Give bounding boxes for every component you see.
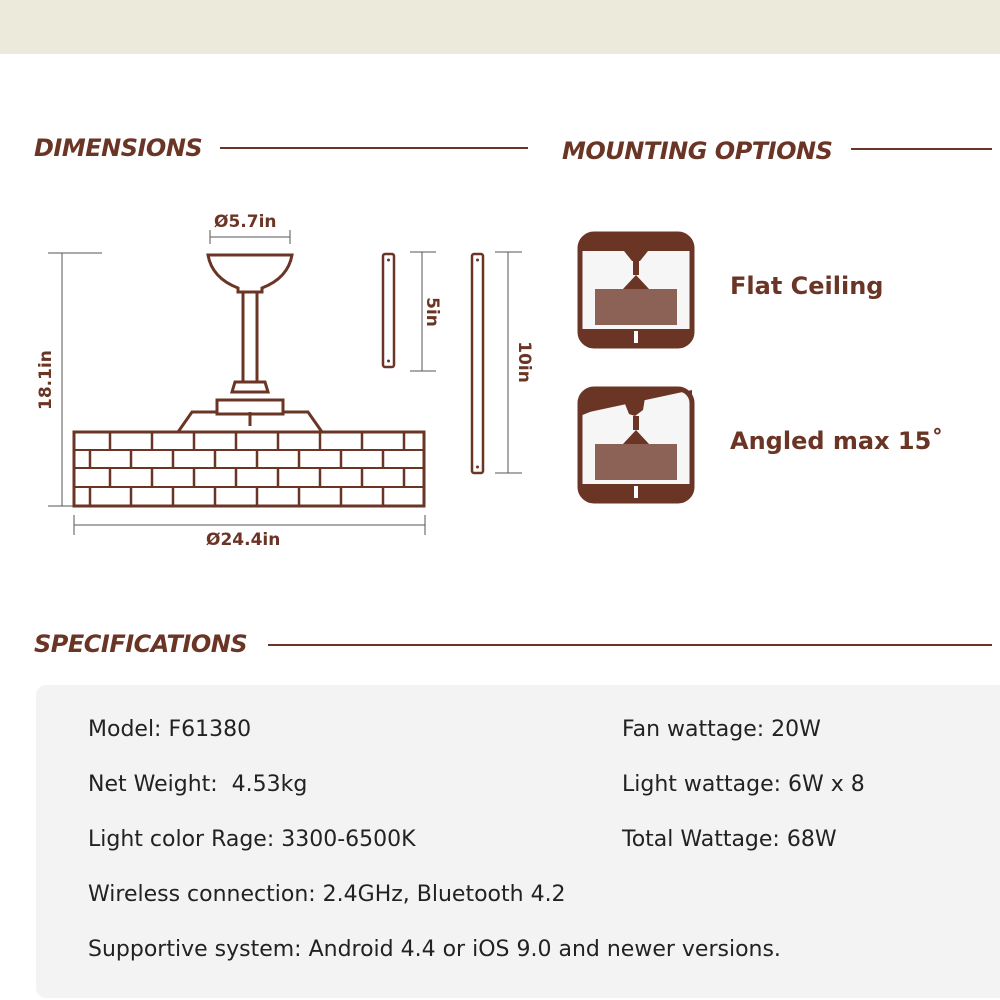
mounting-rule — [851, 148, 992, 150]
spec-net-weight: Net Weight: 4.53kg — [88, 772, 308, 797]
spec-fan-wattage: Fan wattage: 20W — [622, 717, 821, 742]
dimensions-title: DIMENSIONS — [34, 134, 203, 162]
spec-system: Supportive system: Android 4.4 or iOS 9.0 and newer versions. — [88, 937, 781, 962]
height-label: 18.1in — [36, 350, 56, 410]
angled-ceiling-label: Angled max 15˚ — [730, 427, 944, 455]
spec-wireless: Wireless connection: 2.4GHz, Bluetooth 4.2 — [88, 882, 566, 907]
fan-diameter-label: Ø24.4in — [206, 530, 281, 550]
flat-ceiling-mount-icon — [577, 231, 695, 349]
specifications-rule — [268, 644, 992, 646]
canopy-diameter-label: Ø5.7in — [214, 212, 277, 232]
spec-light-color: Light color Rage: 3300-6500K — [88, 827, 416, 852]
specifications-title: SPECIFICATIONS — [34, 630, 248, 658]
spec-total-wattage: Total Wattage: 68W — [622, 827, 837, 852]
mounting-title: MOUNTING OPTIONS — [562, 137, 833, 165]
flat-ceiling-label: Flat Ceiling — [730, 272, 884, 300]
angled-ceiling-mount-icon — [577, 386, 695, 504]
spec-light-wattage: Light wattage: 6W x 8 — [622, 772, 865, 797]
long-rod-label: 10in — [514, 341, 534, 383]
short-rod-label: 5in — [422, 297, 442, 327]
spec-model: Model: F61380 — [88, 717, 252, 742]
top-banner — [0, 0, 1000, 54]
dimensions-rule — [220, 147, 528, 149]
